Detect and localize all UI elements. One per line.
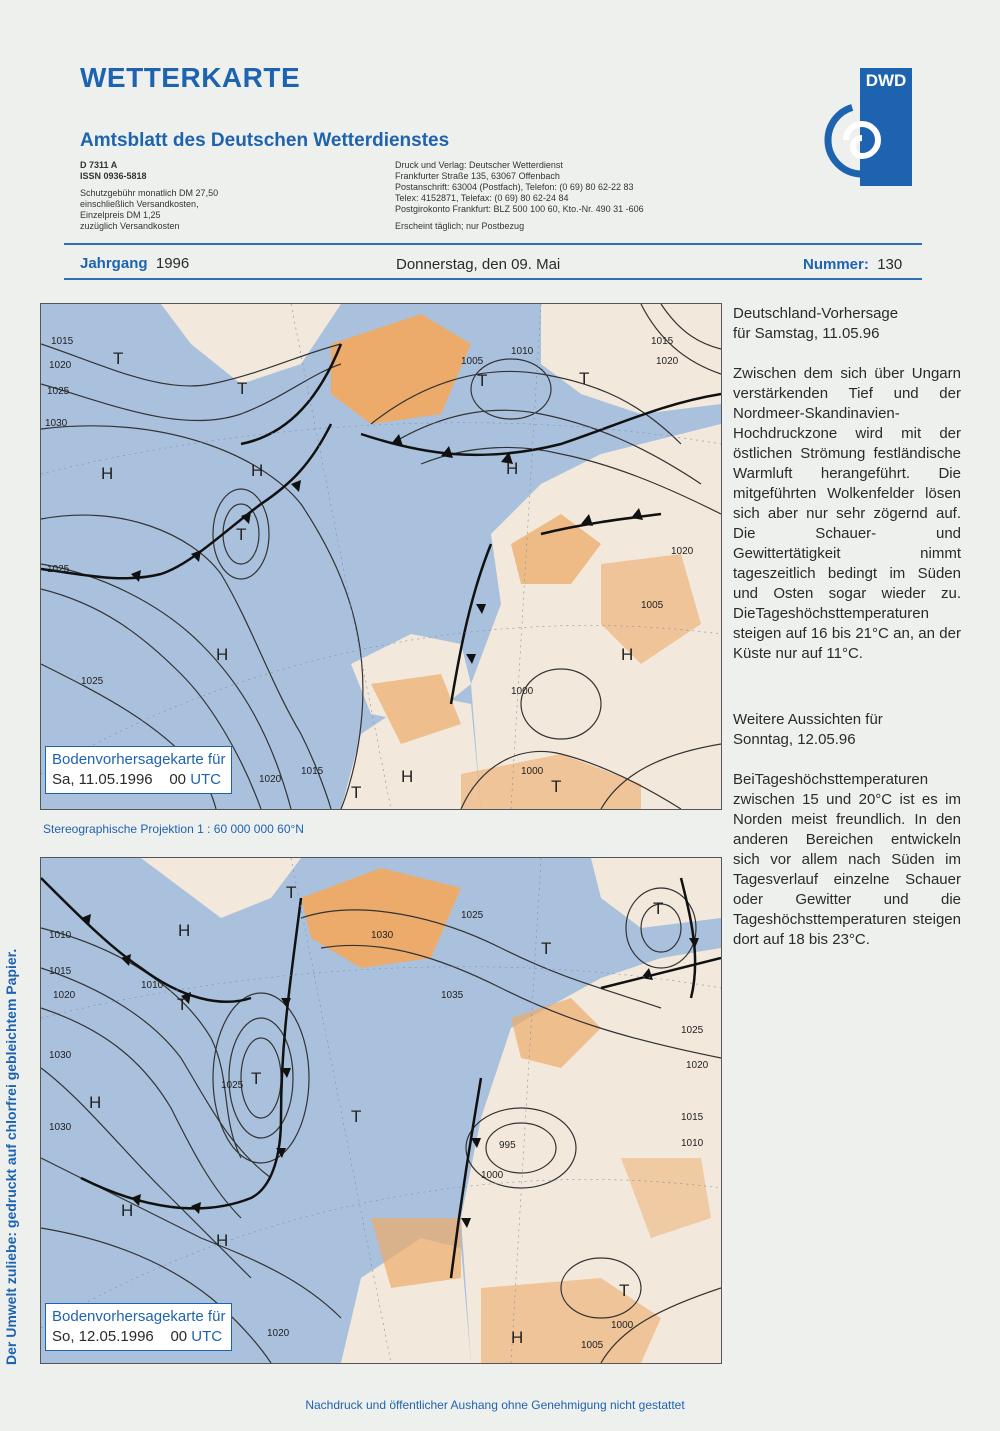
weather-map-graphic xyxy=(41,304,721,809)
page-subtitle: Amtsblatt des Deutschen Wetterdienstes xyxy=(80,130,450,151)
svg-text:T: T xyxy=(236,525,247,544)
svg-text:H: H xyxy=(89,1093,102,1112)
svg-text:1000: 1000 xyxy=(481,1170,504,1181)
frequency-line: Erscheint täglich; nur Postbezug xyxy=(395,221,525,231)
forecast-heading-line2: für Samstag, 11.05.96 xyxy=(733,325,880,342)
logo-text: DWD xyxy=(865,71,907,90)
svg-text:H: H xyxy=(216,1231,229,1250)
svg-text:T: T xyxy=(251,1069,262,1088)
svg-text:1015: 1015 xyxy=(301,766,324,777)
svg-text:1010: 1010 xyxy=(49,930,72,941)
forecast-map-saturday xyxy=(40,303,722,810)
svg-text:1000: 1000 xyxy=(521,766,544,777)
svg-text:T: T xyxy=(351,1107,362,1126)
publisher-line: Druck und Verlag: Deutscher Wetterdienst xyxy=(395,160,563,170)
map-label-date: So, 12.05.1996 xyxy=(52,1328,154,1345)
svg-text:H: H xyxy=(121,1201,134,1220)
map-label-time: 00 xyxy=(170,1328,188,1345)
svg-text:T: T xyxy=(113,349,124,368)
map-label-title: Bodenvorhersagekarte für xyxy=(52,751,226,768)
footer-notice: Nachdruck und öffentlicher Aushang ohne Genehmigung nicht gestattet xyxy=(305,1398,685,1412)
svg-text:T: T xyxy=(579,369,590,388)
map-label-time: 00 xyxy=(169,771,187,788)
svg-text:1015: 1015 xyxy=(681,1112,704,1123)
dwd-logo xyxy=(820,68,912,186)
svg-text:T: T xyxy=(177,995,188,1014)
svg-text:T: T xyxy=(286,883,297,902)
svg-text:1020: 1020 xyxy=(686,1060,709,1071)
fee-line-3: Einzelpreis DM 1,25 xyxy=(80,210,161,220)
svg-text:1035: 1035 xyxy=(441,990,464,1001)
svg-text:1025: 1025 xyxy=(47,564,70,575)
forecast-body: Zwischen dem sich über Ungarn verstärkenden Tief und der Nordmeer-Skandinavien-Hochdruckzone wird mit der östlichen Strömung festländische Warmluft herangeführt. Die mitgeführten Wolkenfelder lösen sich aber nur sehr zögernd auf. Die Schauer- und Gewittertätigkeit nimmt tageszeitlich bedingt im Süden und Osten sogar wieder zu. DieTageshöchsttemperaturen steigen auf 16 bis 21°C an, an der Küste nur auf 11°C. xyxy=(733,365,961,662)
svg-text:T: T xyxy=(551,777,562,796)
forecast-map-sunday xyxy=(40,857,722,1364)
svg-text:1030: 1030 xyxy=(45,418,68,429)
svg-text:1010: 1010 xyxy=(141,980,164,991)
svg-text:995: 995 xyxy=(499,1140,516,1151)
fee-line-1: Schutzgebühr monatlich DM 27,50 xyxy=(80,188,219,198)
publication-info-right xyxy=(395,160,644,232)
svg-text:1030: 1030 xyxy=(49,1122,72,1133)
svg-text:1005: 1005 xyxy=(641,600,664,611)
map-label-utc: UTC xyxy=(190,771,222,788)
svg-text:T: T xyxy=(477,371,488,390)
map-label-title: Bodenvorhersagekarte für xyxy=(52,1308,226,1325)
svg-text:T: T xyxy=(351,783,362,802)
svg-text:1005: 1005 xyxy=(461,356,484,367)
svg-text:1015: 1015 xyxy=(49,966,72,977)
header-rule-bottom xyxy=(64,278,922,280)
svg-text:H: H xyxy=(251,461,264,480)
svg-text:H: H xyxy=(178,921,191,940)
environment-note: Der Umwelt zuliebe: gedruckt auf chlorfrei gebleichtem Papier. xyxy=(3,948,19,1365)
svg-text:H: H xyxy=(401,767,414,786)
forecast-heading-line1: Deutschland-Vorhersage xyxy=(733,305,899,322)
svg-text:T: T xyxy=(653,899,664,918)
forecast-heading xyxy=(733,304,961,344)
svg-text:H: H xyxy=(506,459,519,478)
svg-text:1015: 1015 xyxy=(651,336,674,347)
projection-caption: Stereographische Projektion 1 : 60 000 000 60°N xyxy=(43,822,304,836)
page-title: WETTERKARTE xyxy=(80,62,301,93)
svg-text:1010: 1010 xyxy=(511,346,534,357)
postal-line: Postanschrift: 63004 (Postfach), Telefon: (0 69) 80 62-22 83 xyxy=(395,182,634,192)
svg-text:1020: 1020 xyxy=(259,774,282,785)
svg-text:1030: 1030 xyxy=(49,1050,72,1061)
svg-text:1015: 1015 xyxy=(51,336,74,347)
svg-text:1000: 1000 xyxy=(611,1320,634,1331)
svg-text:T: T xyxy=(237,379,248,398)
svg-text:1025: 1025 xyxy=(461,910,484,921)
svg-text:T: T xyxy=(619,1281,630,1300)
telex-line: Telex: 4152871, Telefax: (0 69) 80 62-24 84 xyxy=(395,193,569,203)
svg-text:1000: 1000 xyxy=(511,686,534,697)
fee-line-4: zuzüglich Versandkosten xyxy=(80,221,180,231)
forecast-body: BeiTageshöchsttemperaturen zwischen 15 und 20°C ist es im Norden meist freundlich. In den anderen Bereichen entwickeln sich vor allem nach Süden im Tagesverlauf einzelne Schauer oder Gewitter und die Tageshöchsttemperaturen steigen dort auf 18 bis 23°C. xyxy=(733,771,961,948)
forecast-heading xyxy=(733,710,961,750)
map-label-saturday xyxy=(45,746,232,794)
svg-text:1020: 1020 xyxy=(656,356,679,367)
issue-number-label: Nummer: xyxy=(803,256,869,273)
svg-text:H: H xyxy=(621,645,634,664)
volume-value: 1996 xyxy=(155,255,190,272)
forecast-heading-line1: Weitere Aussichten für xyxy=(733,711,883,728)
svg-text:T: T xyxy=(541,939,552,958)
map-label-utc: UTC xyxy=(191,1328,223,1345)
volume-label: Jahrgang xyxy=(80,255,148,272)
issue-number-value: 130 xyxy=(877,256,903,273)
issue-date: Donnerstag, den 09. Mai xyxy=(396,256,561,273)
forecast-saturday xyxy=(733,304,961,664)
bank-line: Postgirokonto Frankfurt: BLZ 500 100 60, Kto.-Nr. 490 31 -606 xyxy=(395,204,644,214)
svg-text:1005: 1005 xyxy=(581,1340,604,1351)
svg-text:H: H xyxy=(216,645,229,664)
svg-text:1025: 1025 xyxy=(681,1025,704,1036)
svg-text:1020: 1020 xyxy=(49,360,72,371)
issn: ISSN 0936-5818 xyxy=(80,171,147,181)
svg-text:1030: 1030 xyxy=(371,930,394,941)
publication-info-left xyxy=(80,160,218,232)
weather-map-graphic xyxy=(41,858,721,1363)
svg-text:1025: 1025 xyxy=(47,386,70,397)
svg-text:1025: 1025 xyxy=(81,676,104,687)
svg-text:1020: 1020 xyxy=(267,1328,290,1339)
svg-text:1020: 1020 xyxy=(53,990,76,1001)
svg-text:H: H xyxy=(511,1328,524,1347)
forecast-heading-line2: Sonntag, 12.05.96 xyxy=(733,731,856,748)
svg-text:H: H xyxy=(101,464,114,483)
header-rule-top xyxy=(64,243,922,245)
map-label-date: Sa, 11.05.1996 xyxy=(52,771,153,788)
svg-text:1020: 1020 xyxy=(671,546,694,557)
address-line: Frankfurter Straße 135, 63067 Offenbach xyxy=(395,171,560,181)
issue-number xyxy=(803,256,902,273)
map-label-sunday xyxy=(45,1303,232,1351)
order-number: D 7311 A xyxy=(80,160,118,170)
svg-text:1025: 1025 xyxy=(221,1080,244,1091)
fee-line-2: einschließlich Versandkosten, xyxy=(80,199,199,209)
svg-text:1010: 1010 xyxy=(681,1138,704,1149)
volume xyxy=(80,255,189,272)
forecast-sunday xyxy=(733,710,961,950)
